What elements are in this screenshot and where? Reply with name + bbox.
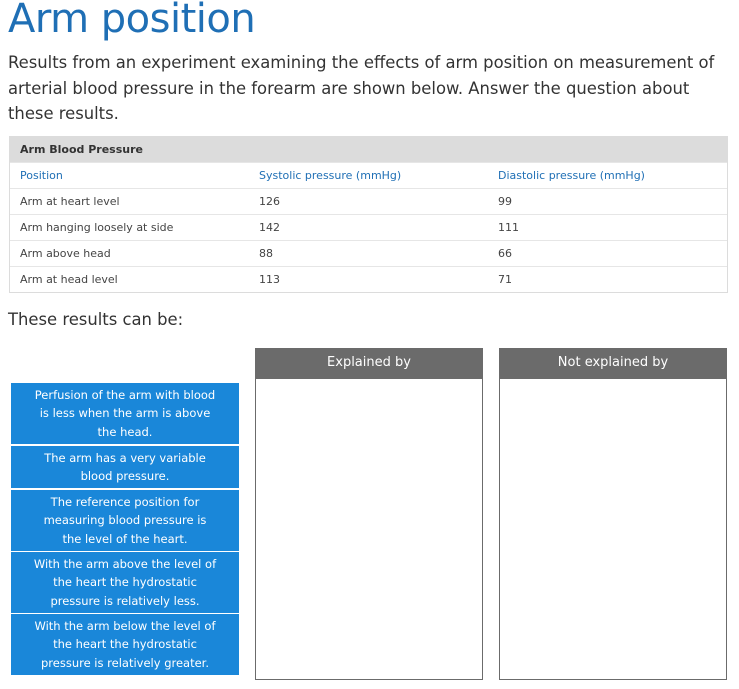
draggable-option-variable-pressure[interactable]: The arm has a very variable blood pressure. (11, 446, 239, 488)
header-position: Position (20, 169, 63, 182)
table-row (10, 266, 727, 292)
header-systolic: Systolic pressure (mmHg) (259, 169, 402, 182)
table-row (10, 214, 727, 240)
draggable-option-below-heart[interactable]: With the arm below the level of the heart the hydrostatic pressure is relatively greater. (11, 614, 239, 675)
draggable-option-above-heart[interactable]: With the arm above the level of the heart the hydrostatic pressure is relatively less. (11, 552, 239, 613)
drop-zone-explained-header: Explained by (256, 349, 482, 379)
table-row (10, 240, 727, 266)
cell-diastolic: 99 (498, 195, 512, 208)
cell-position: Arm above head (20, 247, 111, 260)
question-text: These results can be: (8, 310, 184, 329)
cell-position: Arm at heart level (20, 195, 120, 208)
table-row (10, 188, 727, 214)
intro-text: Results from an experiment examining the effects of arm position on measurement of arterial blood pressure in the forearm are shown below. Answer the question about these results. (8, 53, 715, 123)
drop-zone-explained[interactable] (255, 348, 483, 680)
cell-position: Arm hanging loosely at side (20, 221, 174, 234)
page-title: Arm position (8, 0, 256, 42)
draggable-option-reference-position[interactable]: The reference position for measuring blood pressure is the level of the heart. (11, 490, 239, 551)
cell-diastolic: 71 (498, 273, 512, 286)
cell-systolic: 142 (259, 221, 280, 234)
drop-zone-not-explained[interactable] (499, 348, 727, 680)
drop-zone-not-explained-header: Not explained by (500, 349, 726, 379)
cell-diastolic: 111 (498, 221, 519, 234)
cell-position: Arm at head level (20, 273, 118, 286)
table-header-row (10, 162, 727, 188)
cell-systolic: 113 (259, 273, 280, 286)
cell-diastolic: 66 (498, 247, 512, 260)
table-caption: Arm Blood Pressure (10, 137, 727, 162)
cell-systolic: 88 (259, 247, 273, 260)
draggable-option-perfusion[interactable]: Perfusion of the arm with blood is less when the arm is above the head. (11, 383, 239, 444)
blood-pressure-table (9, 136, 728, 293)
cell-systolic: 126 (259, 195, 280, 208)
header-diastolic: Diastolic pressure (mmHg) (498, 169, 645, 182)
